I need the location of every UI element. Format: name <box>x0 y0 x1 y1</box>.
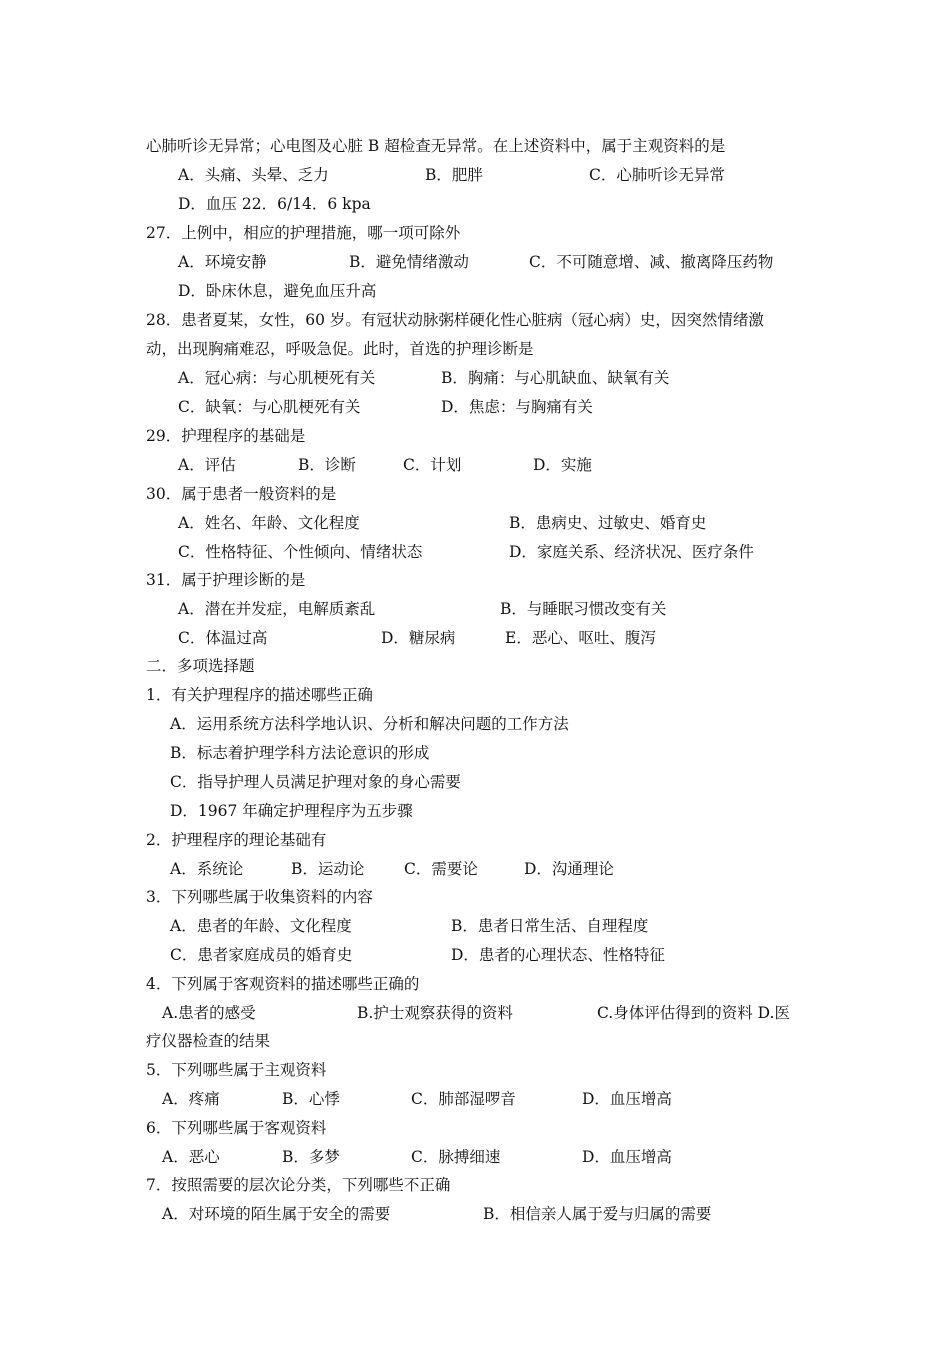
mq4-options-row-1 <box>0 999 952 1028</box>
mq6-options-row-1-cell-2: B．多梦 <box>282 1148 340 1166</box>
q31-options-row-1-cell-2: B．与睡眠习惯改变有关 <box>500 600 667 618</box>
q27-options-row-1-cell-2: B．避免情绪激动 <box>349 253 469 271</box>
q28-options-row-1-cell-2: B．胸痛：与心肌缺血、缺氧有关 <box>441 369 670 387</box>
q27-stem <box>0 219 952 248</box>
mq3-options-row-1 <box>0 912 952 941</box>
mq3-stem <box>0 883 952 912</box>
section-heading-multiple-choice-text: 二．多项选择题 <box>146 657 255 675</box>
mq6-stem-text: 6．下列哪些属于客观资料 <box>146 1119 327 1137</box>
mq5-options-row-1 <box>0 1085 952 1114</box>
mq1-option-a-text: A．运用系统方法科学地认识、分析和解决问题的工作方法 <box>170 715 569 733</box>
mq7-stem <box>0 1171 952 1200</box>
q28-options-row-1-cell-1: A．冠心病：与心肌梗死有关 <box>178 369 376 387</box>
q26-options-row-1 <box>0 161 952 190</box>
mq5-stem-text: 5．下列哪些属于主观资料 <box>146 1061 327 1079</box>
mq6-options-row-1-cell-4: D．血压增高 <box>582 1148 672 1166</box>
q28-stem-line-2 <box>0 335 952 364</box>
mq5-options-row-1-cell-4: D．血压增高 <box>582 1090 672 1108</box>
mq1-option-b-text: B．标志着护理学科方法论意识的形成 <box>170 744 430 762</box>
mq3-options-row-2 <box>0 941 952 970</box>
mq7-stem-text: 7．按照需要的层次论分类，下列哪些不正确 <box>146 1176 451 1194</box>
q27-options-row-1-cell-1: A．环境安静 <box>178 253 267 271</box>
q31-options-row-2-cell-2: D．糖尿病 <box>381 629 456 647</box>
q31-stem-text: 31．属于护理诊断的是 <box>146 571 306 589</box>
q30-stem-text: 30．属于患者一般资料的是 <box>146 485 337 503</box>
mq6-stem <box>0 1114 952 1143</box>
mq5-options-row-1-cell-2: B．心悸 <box>282 1090 340 1108</box>
q29-stem-text: 29．护理程序的基础是 <box>146 427 306 445</box>
q30-options-row-2-cell-2: D．家庭关系、经济状况、医疗条件 <box>509 543 754 561</box>
q29-options-row-1-cell-3: C．计划 <box>403 456 462 474</box>
q29-options-row-1 <box>0 451 952 480</box>
q28-stem-line-1-text: 28．患者夏某，女性，60 岁。有冠状动脉粥样硬化性心脏病（冠心病）史，因突然情绪激 <box>146 311 764 329</box>
mq5-options-row-1-cell-3: C．肺部湿啰音 <box>411 1090 516 1108</box>
mq1-stem-text: 1．有关护理程序的描述哪些正确 <box>146 686 373 704</box>
mq1-option-d <box>0 797 952 826</box>
q29-stem <box>0 422 952 451</box>
mq1-option-a <box>0 710 952 739</box>
q28-options-row-2-cell-1: C．缺氧：与心肌梗死有关 <box>178 398 361 416</box>
q28-options-row-2 <box>0 393 952 422</box>
mq2-options-row-1 <box>0 855 952 884</box>
q28-stem-line-1 <box>0 306 952 335</box>
mq4-options-row-2 <box>0 1027 952 1056</box>
q28-options-row-1 <box>0 364 952 393</box>
mq6-options-row-1 <box>0 1143 952 1172</box>
mq1-option-c-text: C．指导护理人员满足护理对象的身心需要 <box>170 773 461 791</box>
mq6-options-row-1-cell-1: A．恶心 <box>162 1148 220 1166</box>
mq1-option-c <box>0 768 952 797</box>
q30-options-row-2-cell-1: C．性格特征、个性倾向、情绪状态 <box>178 543 423 561</box>
mq7-options-row-1-cell-1: A．对环境的陌生属于安全的需要 <box>162 1205 391 1223</box>
q26-options-row-2-text: D．血压 22．6/14．6 kpa <box>178 195 371 213</box>
q30-options-row-1-cell-2: B．患病史、过敏史、婚育史 <box>509 514 707 532</box>
q29-options-row-1-cell-2: B．诊断 <box>298 456 356 474</box>
q26-options-row-1-cell-2: B．肥胖 <box>425 166 483 184</box>
mq3-options-row-2-cell-1: C．患者家庭成员的婚育史 <box>170 946 353 964</box>
mq4-options-row-1-cell-1: A.患者的感受 <box>162 1004 256 1022</box>
q28-stem-line-2-text: 动，出现胸痛难忍，呼吸急促。此时，首选的护理诊断是 <box>146 340 534 358</box>
section-heading-multiple-choice <box>0 652 952 681</box>
q26-continued-text-text: 心肺听诊无异常；心电图及心脏 B 超检查无异常。在上述资料中，属于主观资料的是 <box>146 137 726 155</box>
q31-options-row-1 <box>0 595 952 624</box>
mq3-options-row-2-cell-2: D．患者的心理状态、性格特征 <box>451 946 665 964</box>
mq7-options-row-1 <box>0 1200 952 1229</box>
q26-options-row-2 <box>0 190 952 219</box>
q29-options-row-1-cell-1: A．评估 <box>178 456 236 474</box>
mq1-option-d-text: D．1967 年确定护理程序为五步骤 <box>170 802 413 820</box>
q30-options-row-1-cell-1: A．姓名、年龄、文化程度 <box>178 514 360 532</box>
mq3-options-row-1-cell-2: B．患者日常生活、自理程度 <box>451 917 649 935</box>
mq1-option-b <box>0 739 952 768</box>
mq4-options-row-1-cell-3: C.身体评估得到的资料 D.医 <box>597 1004 790 1022</box>
mq2-stem <box>0 826 952 855</box>
q26-options-row-1-cell-3: C．心肺听诊无异常 <box>589 166 725 184</box>
mq7-options-row-1-cell-2: B．相信亲人属于爱与归属的需要 <box>483 1205 712 1223</box>
q26-options-row-1-cell-1: A．头痛、头晕、乏力 <box>178 166 329 184</box>
q30-stem <box>0 480 952 509</box>
q28-options-row-2-cell-2: D．焦虑：与胸痛有关 <box>441 398 593 416</box>
mq4-stem <box>0 970 952 999</box>
q26-continued-text <box>0 132 952 161</box>
q27-options-row-1 <box>0 248 952 277</box>
q30-options-row-2 <box>0 538 952 567</box>
mq2-options-row-1-cell-1: A．系统论 <box>170 860 244 878</box>
q31-options-row-2 <box>0 624 952 653</box>
q27-options-row-2-text: D．卧床休息，避免血压升高 <box>178 282 377 300</box>
q29-options-row-1-cell-4: D．实施 <box>533 456 592 474</box>
mq6-options-row-1-cell-3: C．脉搏细速 <box>411 1148 501 1166</box>
q31-stem <box>0 566 952 595</box>
q27-options-row-2 <box>0 277 952 306</box>
q30-options-row-1 <box>0 509 952 538</box>
mq4-options-row-1-cell-2: B.护士观察获得的资料 <box>357 1004 513 1022</box>
mq2-options-row-1-cell-4: D．沟通理论 <box>524 860 614 878</box>
mq3-options-row-1-cell-1: A．患者的年龄、文化程度 <box>170 917 352 935</box>
mq3-stem-text: 3．下列哪些属于收集资料的内容 <box>146 888 373 906</box>
mq1-stem <box>0 681 952 710</box>
q31-options-row-1-cell-1: A．潜在并发症，电解质紊乱 <box>178 600 376 618</box>
mq4-options-row-2-text: 疗仪器检查的结果 <box>146 1032 271 1050</box>
mq2-options-row-1-cell-2: B．运动论 <box>291 860 365 878</box>
q31-options-row-2-cell-3: E．恶心、呕吐、腹泻 <box>505 629 656 647</box>
mq5-options-row-1-cell-1: A．疼痛 <box>162 1090 220 1108</box>
q27-stem-text: 27．上例中，相应的护理措施，哪一项可除外 <box>146 224 461 242</box>
q31-options-row-2-cell-1: C．体温过高 <box>178 629 268 647</box>
mq5-stem <box>0 1056 952 1085</box>
mq2-options-row-1-cell-3: C．需要论 <box>404 860 478 878</box>
mq2-stem-text: 2．护理程序的理论基础有 <box>146 831 327 849</box>
q27-options-row-1-cell-3: C．不可随意增、减、撤离降压药物 <box>529 253 774 271</box>
mq4-stem-text: 4．下列属于客观资料的描述哪些正确的 <box>146 975 420 993</box>
